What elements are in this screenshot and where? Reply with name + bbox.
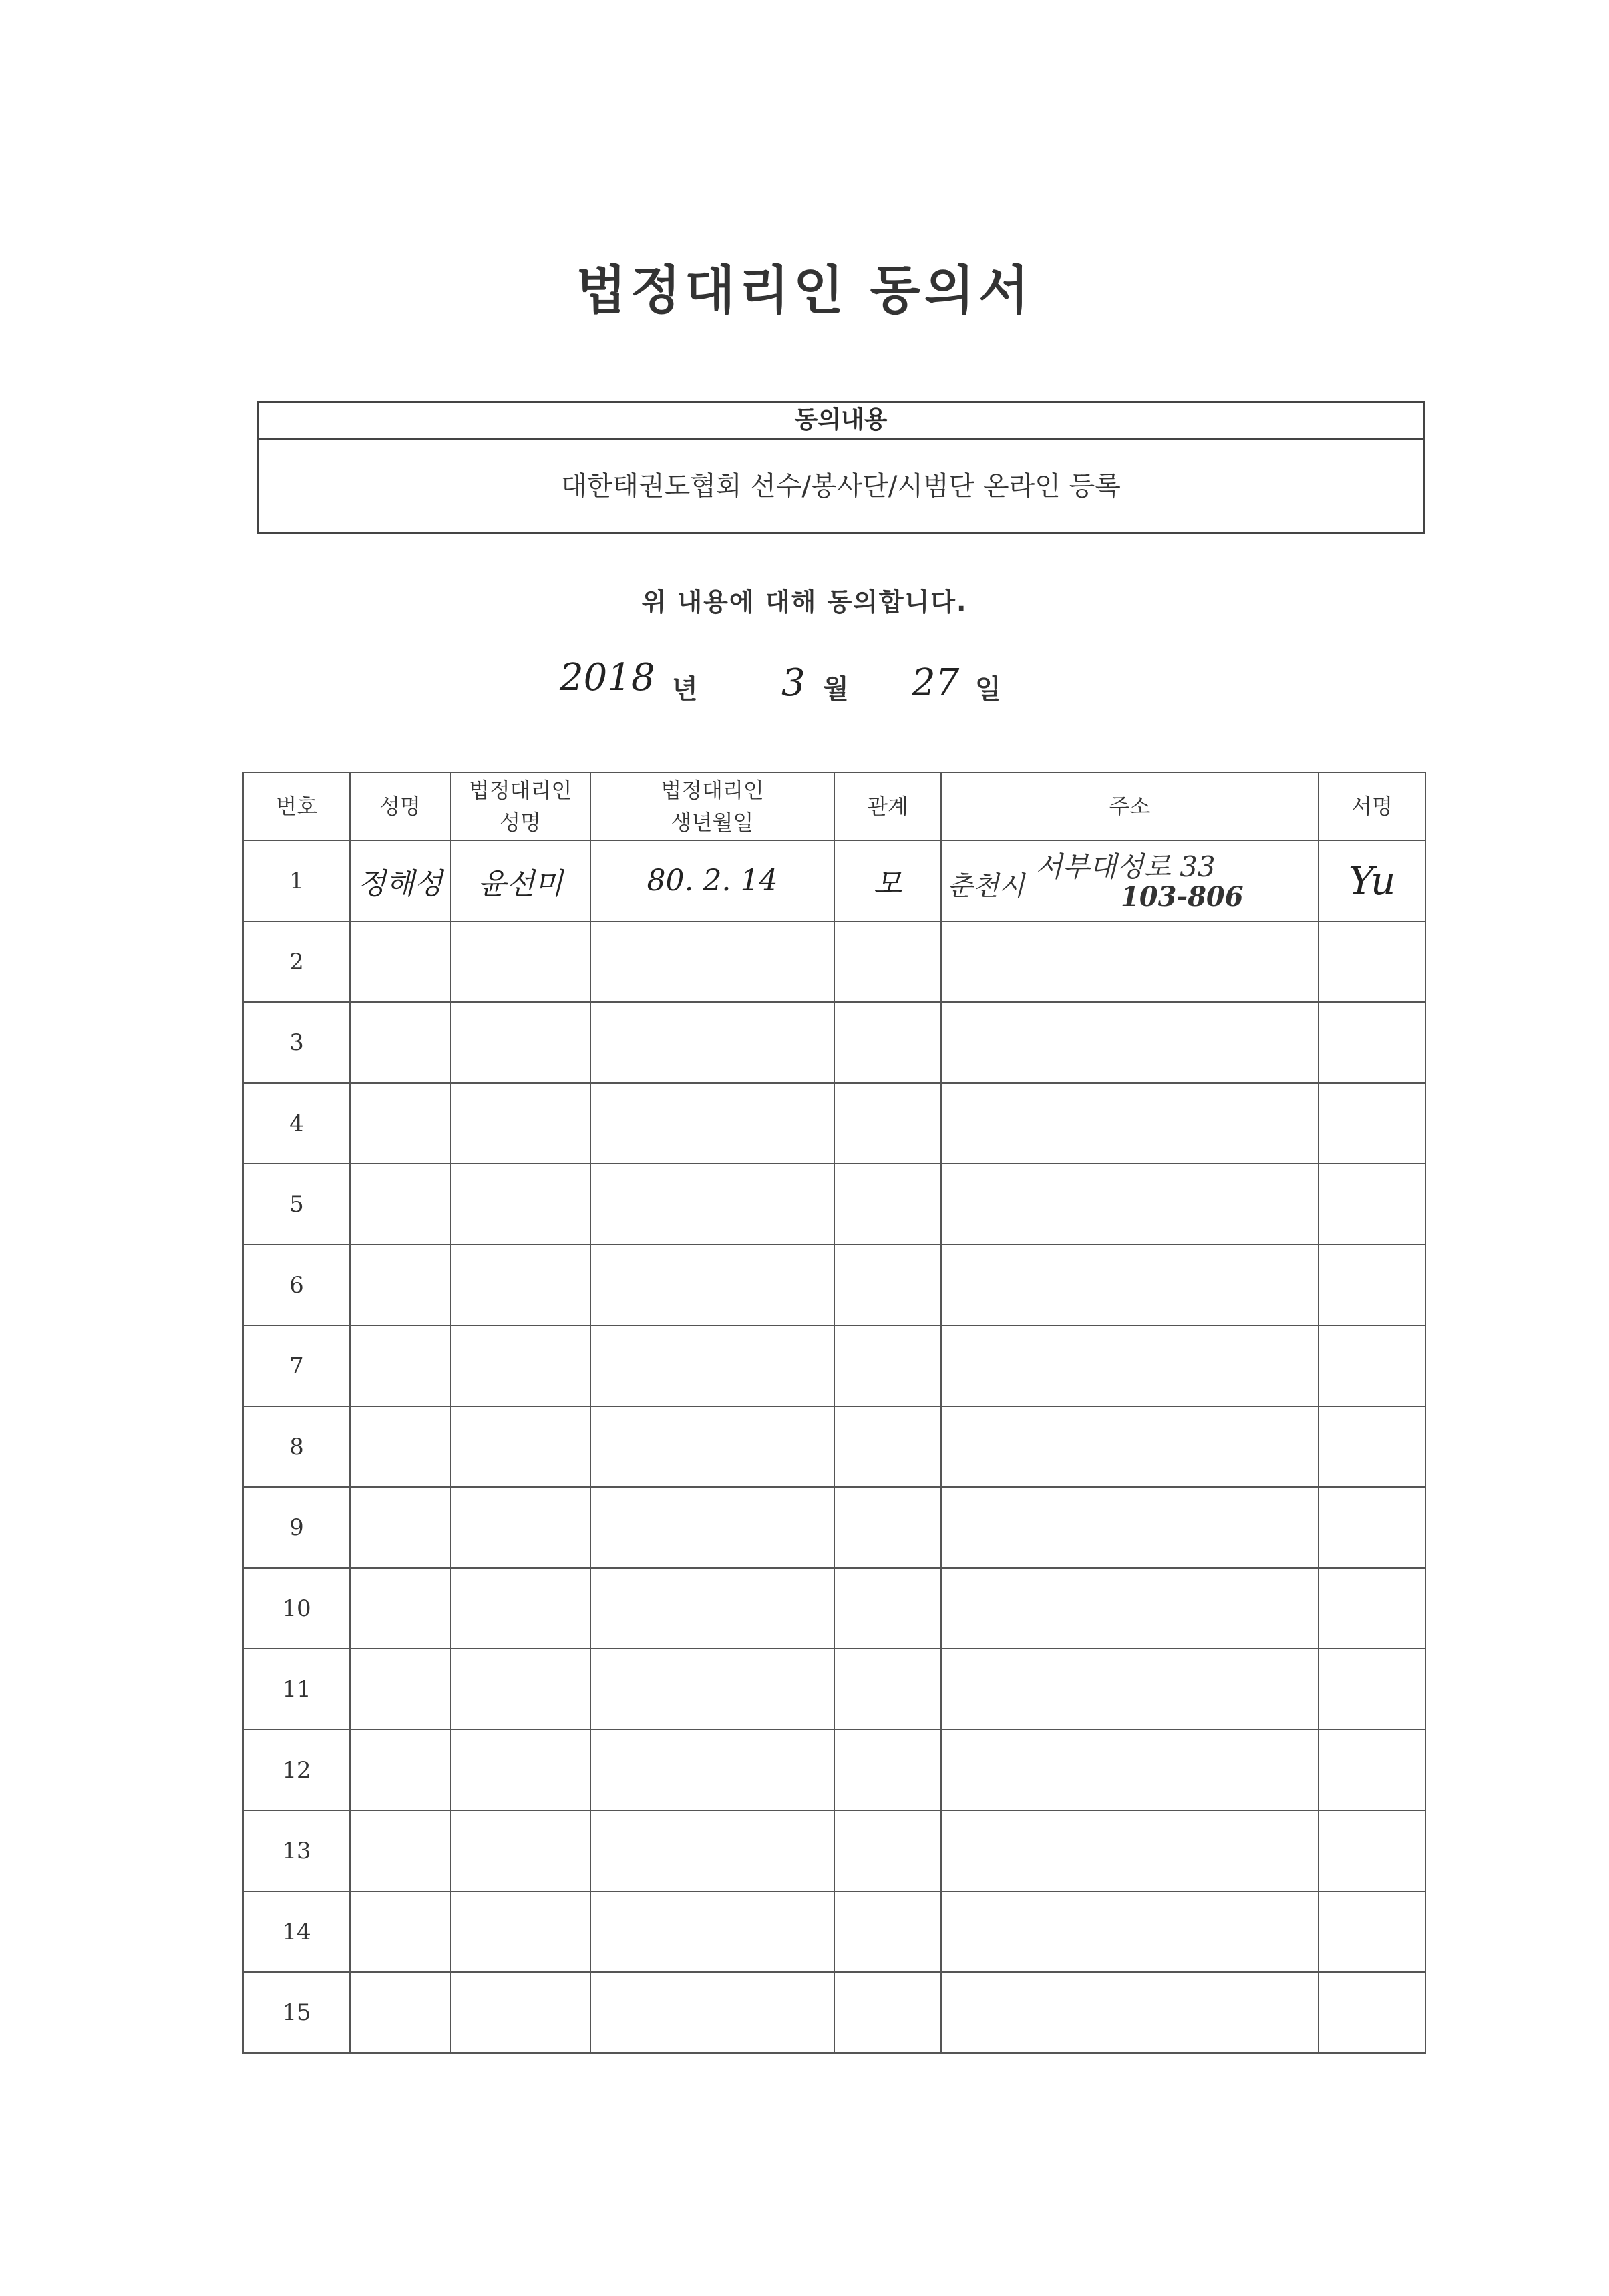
relation-cell[interactable] bbox=[834, 921, 941, 1002]
signature-cell[interactable] bbox=[1318, 1649, 1425, 1730]
guardian-name-cell[interactable] bbox=[450, 1810, 590, 1891]
signature-cell[interactable] bbox=[1318, 1891, 1425, 1972]
address-cell[interactable] bbox=[941, 1325, 1318, 1406]
row-number: 7 bbox=[243, 1325, 350, 1406]
table-row bbox=[243, 1325, 1425, 1406]
address-cell[interactable] bbox=[941, 1083, 1318, 1164]
guardian-birth-cell[interactable] bbox=[590, 1891, 834, 1972]
row-number: 13 bbox=[243, 1810, 350, 1891]
relation-cell[interactable] bbox=[834, 1810, 941, 1891]
student-name-cell[interactable] bbox=[350, 1325, 450, 1406]
row-number: 9 bbox=[243, 1487, 350, 1568]
guardian-birth-cell[interactable] bbox=[590, 1325, 834, 1406]
relation-cell[interactable] bbox=[834, 1406, 941, 1487]
relation-cell[interactable] bbox=[834, 1891, 941, 1972]
guardian-birth-cell[interactable] bbox=[590, 840, 834, 921]
student-name-cell[interactable] bbox=[350, 840, 450, 921]
table-row bbox=[243, 1083, 1425, 1164]
relation-cell[interactable] bbox=[834, 1325, 941, 1406]
date-month-label: 월 bbox=[823, 674, 849, 705]
date-year: 2018 bbox=[560, 656, 655, 699]
table-row bbox=[243, 1649, 1425, 1730]
student-name-cell[interactable] bbox=[350, 1083, 450, 1164]
header-row bbox=[243, 772, 1425, 840]
relation-cell[interactable] bbox=[834, 1164, 941, 1245]
signature-cell[interactable] bbox=[1318, 1245, 1425, 1325]
guardian-birth-cell[interactable] bbox=[590, 1406, 834, 1487]
guardian-name-cell[interactable] bbox=[450, 1972, 590, 2053]
relation-cell[interactable] bbox=[834, 1487, 941, 1568]
table-row bbox=[243, 1568, 1425, 1649]
table-row bbox=[243, 1972, 1425, 2053]
address-cell[interactable] bbox=[941, 840, 1318, 921]
col-header-guardian-birth-line2: 생년월일 bbox=[671, 810, 754, 835]
address-city: 춘천시 bbox=[947, 871, 1025, 902]
col-header-signature: 서명 bbox=[1318, 772, 1425, 840]
address-cell[interactable] bbox=[941, 1406, 1318, 1487]
address-cell[interactable] bbox=[941, 1002, 1318, 1083]
relation: 모 bbox=[873, 866, 902, 901]
table-row bbox=[243, 1487, 1425, 1568]
row-number: 2 bbox=[243, 921, 350, 1002]
row-number: 8 bbox=[243, 1406, 350, 1487]
guardian-birth-cell[interactable] bbox=[590, 1487, 834, 1568]
student-name-cell[interactable] bbox=[350, 1487, 450, 1568]
table-row bbox=[243, 1164, 1425, 1245]
guardian-name-cell[interactable] bbox=[450, 1891, 590, 1972]
signature-cell[interactable] bbox=[1318, 1083, 1425, 1164]
relation-cell[interactable] bbox=[834, 1245, 941, 1325]
date-day-label: 일 bbox=[975, 674, 1001, 705]
guardian-birth-cell[interactable] bbox=[590, 921, 834, 1002]
guardian-name-cell[interactable] bbox=[450, 1002, 590, 1083]
col-header-guardian-name bbox=[450, 772, 590, 840]
guardian-birth-cell[interactable] bbox=[590, 1245, 834, 1325]
col-header-name: 성명 bbox=[350, 772, 450, 840]
consent-header: 동의내용 bbox=[259, 403, 1423, 440]
table-row bbox=[243, 1730, 1425, 1810]
student-name: 정해성 bbox=[357, 866, 443, 901]
relation-cell[interactable] bbox=[834, 1568, 941, 1649]
address-cell[interactable] bbox=[941, 1649, 1318, 1730]
address-cell[interactable] bbox=[941, 1487, 1318, 1568]
table-row bbox=[243, 1406, 1425, 1487]
guardian-name-cell[interactable] bbox=[450, 1406, 590, 1487]
signature-cell[interactable] bbox=[1318, 1325, 1425, 1406]
guardian-name: 윤선미 bbox=[478, 866, 563, 901]
col-header-guardian-name-line2: 성명 bbox=[500, 810, 541, 835]
table-row bbox=[243, 1245, 1425, 1325]
date-month: 3 bbox=[781, 661, 806, 705]
guardian-birth-cell[interactable] bbox=[590, 1164, 834, 1245]
guardian-name-cell[interactable] bbox=[450, 1164, 590, 1245]
address-cell[interactable] bbox=[941, 1972, 1318, 2053]
student-name-cell[interactable] bbox=[350, 1002, 450, 1083]
table-row bbox=[243, 1891, 1425, 1972]
address-cell[interactable] bbox=[941, 1164, 1318, 1245]
guardian-birth-cell[interactable] bbox=[590, 1972, 834, 2053]
guardian-name-cell[interactable] bbox=[450, 1649, 590, 1730]
address-block bbox=[942, 841, 1318, 921]
address-cell[interactable] bbox=[941, 921, 1318, 1002]
col-header-relation: 관계 bbox=[834, 772, 941, 840]
guardian-table bbox=[242, 772, 1426, 2054]
row-number: 14 bbox=[243, 1891, 350, 1972]
address-cell[interactable] bbox=[941, 1891, 1318, 1972]
col-header-guardian-birth bbox=[590, 772, 834, 840]
relation-cell[interactable] bbox=[834, 1083, 941, 1164]
row-number: 6 bbox=[243, 1245, 350, 1325]
date-line bbox=[0, 656, 1609, 715]
student-name-cell[interactable] bbox=[350, 1406, 450, 1487]
signature-cell[interactable] bbox=[1318, 921, 1425, 1002]
guardian-name-cell[interactable] bbox=[450, 1325, 590, 1406]
address-street: 서부대성로 33 bbox=[1035, 850, 1216, 883]
guardian-name-cell[interactable] bbox=[450, 1245, 590, 1325]
col-header-address: 주소 bbox=[941, 772, 1318, 840]
col-header-guardian-name-line1: 법정대리인 bbox=[468, 778, 572, 803]
student-name-cell[interactable] bbox=[350, 1972, 450, 2053]
guardian-name-cell[interactable] bbox=[450, 840, 590, 921]
address-cell[interactable] bbox=[941, 1730, 1318, 1810]
consent-body: 대한태권도협회 선수/봉사단/시범단 온라인 등록 bbox=[561, 471, 1121, 502]
date-year-label: 년 bbox=[672, 674, 698, 705]
row-number: 4 bbox=[243, 1083, 350, 1164]
signature-cell[interactable] bbox=[1318, 1972, 1425, 2053]
row-number: 15 bbox=[243, 1972, 350, 2053]
guardian-name-cell[interactable] bbox=[450, 1730, 590, 1810]
relation-cell[interactable] bbox=[834, 840, 941, 921]
relation-cell[interactable] bbox=[834, 1730, 941, 1810]
relation-cell[interactable] bbox=[834, 1002, 941, 1083]
guardian-name-cell[interactable] bbox=[450, 921, 590, 1002]
date-day: 27 bbox=[912, 661, 960, 705]
address-cell[interactable] bbox=[941, 1568, 1318, 1649]
document-title: 법정대리인 동의서 bbox=[576, 261, 1033, 321]
student-name-cell[interactable] bbox=[350, 1164, 450, 1245]
signature-cell[interactable] bbox=[1318, 840, 1425, 921]
row-number: 3 bbox=[243, 1002, 350, 1083]
student-name-cell[interactable] bbox=[350, 1891, 450, 1972]
student-name-cell[interactable] bbox=[350, 1245, 450, 1325]
row-number: 12 bbox=[243, 1730, 350, 1810]
signature-cell[interactable] bbox=[1318, 1406, 1425, 1487]
table-row bbox=[243, 840, 1425, 921]
table-row bbox=[243, 1002, 1425, 1083]
student-name-cell[interactable] bbox=[350, 1649, 450, 1730]
table-row bbox=[243, 921, 1425, 1002]
table-row bbox=[243, 1810, 1425, 1891]
row-number: 5 bbox=[243, 1164, 350, 1245]
row-number: 1 bbox=[243, 840, 350, 921]
address-unit: 103-806 bbox=[1121, 881, 1244, 913]
signature-cell[interactable] bbox=[1318, 1002, 1425, 1083]
agree-statement: 위 내용에 대해 동의합니다. bbox=[641, 587, 968, 617]
guardian-name-cell[interactable] bbox=[450, 1487, 590, 1568]
address-cell[interactable] bbox=[941, 1810, 1318, 1891]
signature-cell[interactable] bbox=[1318, 1487, 1425, 1568]
guardian-name-cell[interactable] bbox=[450, 1568, 590, 1649]
student-name-cell[interactable] bbox=[350, 1730, 450, 1810]
guardian-birth: 80. 2. 14 bbox=[647, 864, 778, 898]
col-header-guardian-birth-line1: 법정대리인 bbox=[661, 778, 764, 803]
guardian-name-cell[interactable] bbox=[450, 1083, 590, 1164]
student-name-cell[interactable] bbox=[350, 921, 450, 1002]
guardian-birth-cell[interactable] bbox=[590, 1568, 834, 1649]
relation-cell[interactable] bbox=[834, 1649, 941, 1730]
guardian-birth-cell[interactable] bbox=[590, 1810, 834, 1891]
address-cell[interactable] bbox=[941, 1245, 1318, 1325]
consent-box bbox=[257, 401, 1425, 534]
signature-cell[interactable] bbox=[1318, 1810, 1425, 1891]
row-number: 10 bbox=[243, 1568, 350, 1649]
relation-cell[interactable] bbox=[834, 1972, 941, 2053]
guardian-birth-cell[interactable] bbox=[590, 1002, 834, 1083]
student-name-cell[interactable] bbox=[350, 1568, 450, 1649]
guardian-birth-cell[interactable] bbox=[590, 1083, 834, 1164]
col-header-no: 번호 bbox=[243, 772, 350, 840]
signature-cell[interactable] bbox=[1318, 1730, 1425, 1810]
guardian-birth-cell[interactable] bbox=[590, 1730, 834, 1810]
guardian-birth-cell[interactable] bbox=[590, 1649, 834, 1730]
row-number: 11 bbox=[243, 1649, 350, 1730]
signature: Yu bbox=[1348, 858, 1396, 904]
signature-cell[interactable] bbox=[1318, 1568, 1425, 1649]
signature-cell[interactable] bbox=[1318, 1164, 1425, 1245]
student-name-cell[interactable] bbox=[350, 1810, 450, 1891]
